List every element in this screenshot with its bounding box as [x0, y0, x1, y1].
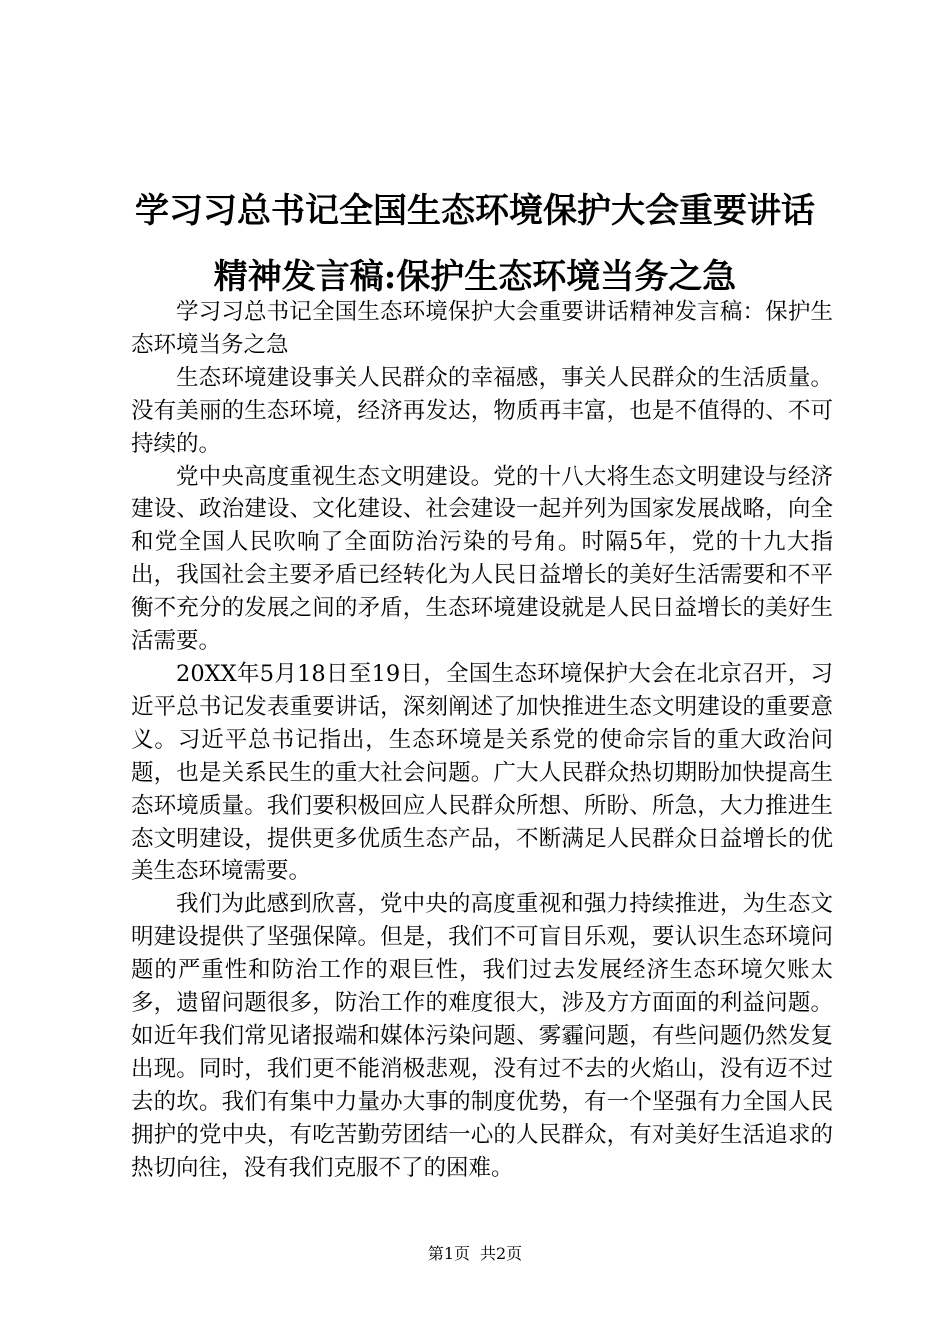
document-title	[100, 178, 850, 310]
document-body	[131, 296, 833, 1184]
title-line-2: 精神发言稿:保护生态环境当务之急	[213, 257, 737, 297]
page-footer	[0, 1243, 950, 1265]
paragraph-subtitle: 学习习总书记全国生态环境保护大会重要讲话精神发言稿：保护生态环境当务之急	[131, 299, 833, 358]
paragraph-2: 党中央高度重视生态文明建设。党的十八大将生态文明建设与经济建设、政治建设、文化建设、社会建设一起并列为国家发展战略，向全和党全国人民吹响了全面防治污染的号角。时隔5年，党的十九大指出，我国社会主要矛盾已经转化为人民日益增长的美好生活需要和不平衡不充分的发展之间的矛盾，生态环境建设就是人民日益增长的美好生活需要。	[131, 463, 833, 655]
paragraph-3: 20XX年5月18日至19日，全国生态环境保护大会在北京召开，习近平总书记发表重要讲话，深刻阐述了加快推进生态文明建设的重要意义。习近平总书记指出，生态环境是关系党的使命宗旨的重大政治问题，也是关系民生的重大社会问题。广大人民群众热切期盼加快提高生态环境质量。我们要积极回应人民群众所想、所盼、所急，大力推进生态文明建设，提供更多优质生态产品，不断满足人民群众日益增长的优美生态环境需要。	[131, 660, 833, 885]
title-line-1: 学习习总书记全国生态环境保护大会重要讲话	[135, 191, 815, 231]
paragraph-4: 我们为此感到欣喜，党中央的高度重视和强力持续推进，为生态文明建设提供了坚强保障。但是，我们不可盲目乐观，要认识生态环境问题的严重性和防治工作的艰巨性，我们过去发展经济生态环境欠账太多，遗留问题很多，防治工作的难度很大，涉及方方面面的利益问题。如近年我们常见诸报端和媒体污染问题、雾霾问题，有些问题仍然发复出现。同时，我们更不能消极悲观，没有过不去的火焰山，没有迈不过去的坎。我们有集中力量办大事的制度优势，有一个坚强有力全国人民拥护的党中央，有吃苦勤劳团结一心的人民群众，有对美好生活追求的热切向往，没有我们克服不了的困难。	[131, 891, 833, 1181]
page-number: 第1页	[427, 1244, 470, 1263]
paragraph-1: 生态环境建设事关人民群众的幸福感，事关人民群众的生活质量。没有美丽的生态环境，经济再发达，物质再丰富，也是不值得的、不可持续的。	[131, 364, 833, 457]
page-total: 共2页	[480, 1244, 523, 1263]
